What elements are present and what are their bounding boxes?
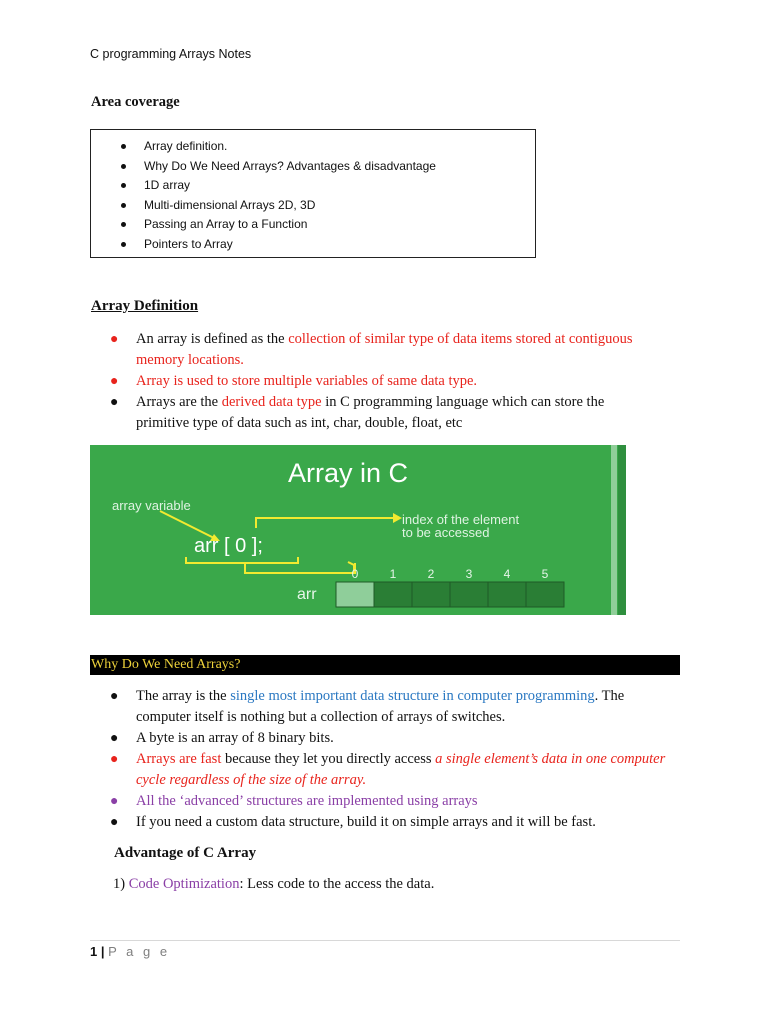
figure-index-label-line1: index of the element	[402, 512, 520, 527]
coverage-item: Array definition.	[121, 137, 436, 157]
footer-divider	[90, 940, 680, 941]
coverage-item: Pointers to Array	[121, 235, 436, 255]
why-bullet: ● The array is the single most important data structure in computer programming. The computer itself is nothing but a collection of arrays of switches.	[110, 688, 625, 725]
advantage-item: 1) Code Optimization: Less code to the access the data.	[113, 876, 435, 892]
bullet-dot-icon: ●	[110, 689, 119, 704]
array-cell	[526, 582, 564, 607]
figure-code-expression: arr [ 0 ];	[194, 535, 263, 557]
area-coverage-box	[90, 129, 536, 258]
page-label: P a g e	[108, 944, 171, 959]
figure-array-variable-label: array variable	[112, 498, 191, 513]
why-arrays-banner	[90, 655, 680, 675]
bullet-dot-icon: ●	[110, 395, 119, 410]
coverage-item: Multi-dimensional Arrays 2D, 3D	[121, 196, 436, 216]
array-in-c-figure	[90, 445, 626, 615]
definition-bullet: ● Arrays are the derived data type in C programming language which can store the primitive type of data such as int, char, double, float, etc	[110, 394, 605, 431]
figure-arr-label: arr	[297, 586, 317, 603]
coverage-item: Passing an Array to a Function	[121, 215, 436, 235]
array-cells	[336, 582, 564, 607]
bullet-dot-icon: ●	[110, 731, 119, 746]
why-bullet: ● If you need a custom data structure, build it on simple arrays and it will be fast.	[110, 812, 680, 833]
why-bullet: ● All the ‘advanced’ structures are implemented using arrays	[110, 791, 680, 812]
array-index-label: 3	[465, 567, 473, 581]
advantage-heading: Advantage of C Array	[114, 845, 257, 861]
area-coverage-heading: Area coverage	[91, 94, 180, 110]
array-cell	[488, 582, 526, 607]
figure-edge	[618, 445, 626, 615]
figure-index-label-line2: to be accessed	[402, 525, 490, 540]
why-bullet: ● Arrays are fast because they let you directly access a single element’s data in one computer cycle regardless of the size of the array.	[110, 751, 666, 788]
area-coverage-list	[121, 137, 436, 255]
page-separator: |	[100, 944, 105, 959]
page-number: 1	[90, 944, 98, 959]
array-cell	[450, 582, 488, 607]
figure-title: Array in C	[287, 458, 409, 488]
array-index-label: 5	[541, 567, 549, 581]
definition-bullet: ● Array is used to store multiple variables of same data type.	[110, 371, 650, 392]
bullet-dot-icon: ●	[110, 374, 119, 389]
bullet-dot-icon: ●	[110, 332, 119, 347]
coverage-item: Why Do We Need Arrays? Advantages & disadvantage	[121, 157, 436, 177]
array-index-label: 2	[427, 567, 435, 581]
coverage-item: 1D array	[121, 176, 436, 196]
bullet-dot-icon: ●	[110, 794, 119, 809]
array-index-label: 4	[503, 567, 511, 581]
why-bullet: ● A byte is an array of 8 binary bits.	[110, 728, 680, 749]
why-arrays-list	[110, 686, 680, 833]
bullet-dot-icon: ●	[110, 752, 119, 767]
array-cell	[336, 582, 374, 607]
document-header-title: C programming Arrays Notes	[90, 47, 252, 61]
array-index-label: 1	[389, 567, 397, 581]
array-index-label: 0	[351, 567, 359, 581]
array-cell	[412, 582, 450, 607]
definition-bullet: ● An array is defined as the collection of similar type of data items stored at contiguous memory locations.	[110, 331, 633, 368]
array-cell	[374, 582, 412, 607]
bullet-dot-icon: ●	[110, 815, 119, 830]
page-footer	[90, 944, 170, 959]
array-definition-heading: Array Definition	[91, 298, 199, 314]
why-arrays-heading: Why Do We Need Arrays?	[91, 657, 241, 672]
figure-edge-highlight	[611, 445, 617, 615]
array-definition-list	[110, 329, 650, 434]
